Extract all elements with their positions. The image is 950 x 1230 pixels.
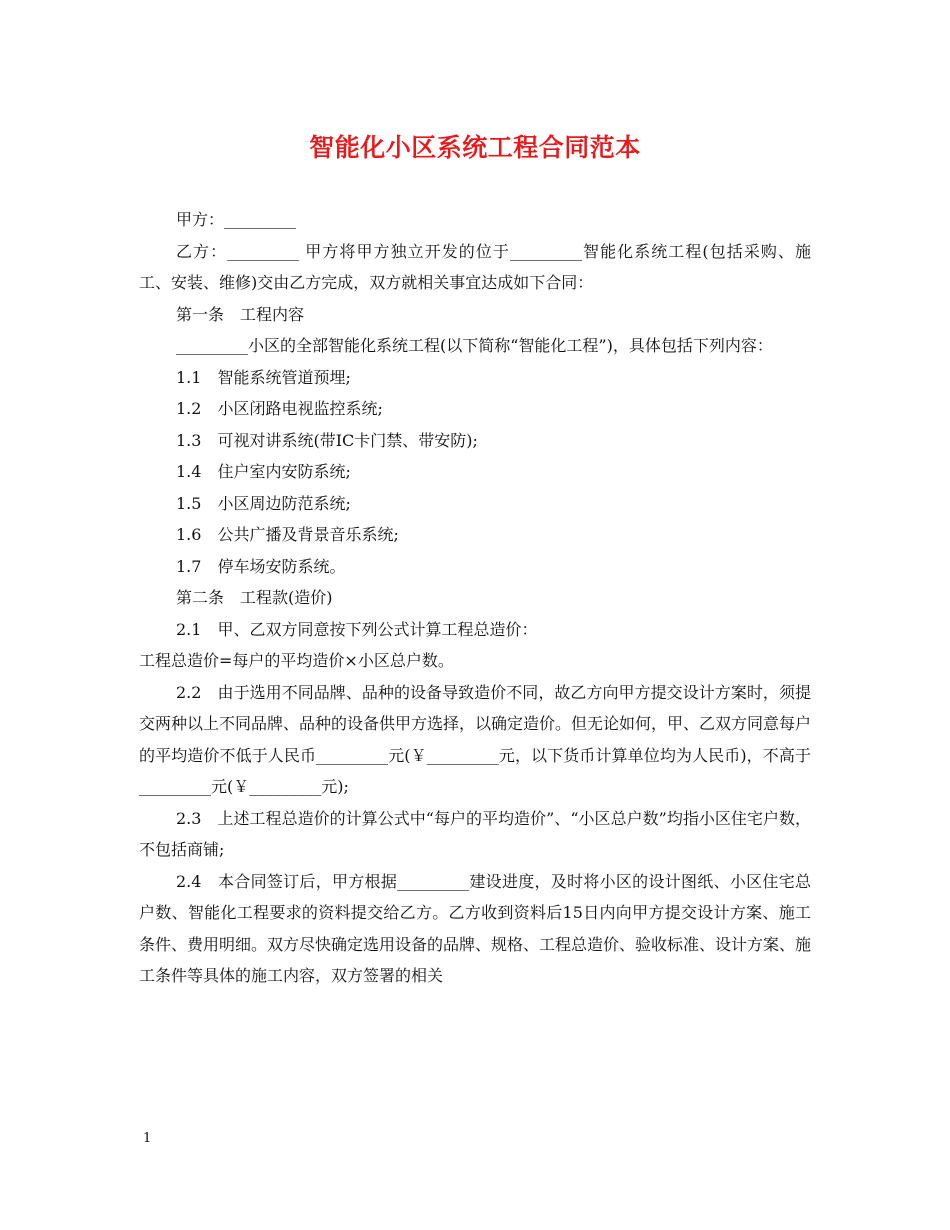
document-body [139, 204, 811, 992]
paragraph-party-a: 甲方：_________ [176, 210, 297, 229]
page-number: 1 [143, 1131, 152, 1146]
list-item-1-2: 1.2 小区闭路电视监控系统; [176, 399, 383, 418]
paragraph-party-b: 乙方：_________ 甲方将甲方独立开发的位于_________智能化系统工程(包括采购、施工、安装、维修)交由乙方完成，双方就相关事宜达成如下合同： [139, 241, 811, 292]
list-item-1-4: 1.4 住户室内安防系统; [176, 462, 351, 481]
list-item-1-5: 1.5 小区周边防范系统; [176, 493, 351, 513]
list-item-1-7: 1.7 停车场安防系统。 [176, 556, 346, 576]
list-item-1-6: 1.6 公共广播及背景音乐系统; [176, 525, 399, 544]
clause-2-2: 2.2 由于选用不同品牌、品种的设备导致造价不同，故乙方向甲方提交设计方案时，须提交两种以上不同品牌、品种的设备供甲方选择，以确定造价。但无论如何，甲、乙双方同意每户的平均造价不低于人民币_________元(￥_________元，以下货币计算单位均为人民币)，不高于_________元(￥_________元); [139, 682, 812, 796]
clause-2-4: 2.4 本合同签订后，甲方根据_________建设进度，及时将小区的设计图纸、小区住宅总户数、智能化工程要求的资料提交给乙方。乙方收到资料后15日内向甲方提交设计方案、施工条件、费用明细。双方尽快确定选用设备的品牌、规格、工程总造价、验收标准、设计方案、施工条件等具体的施工内容，双方签署的相关 [139, 871, 812, 985]
heading-article-2: 第二条 工程款(造价) [176, 588, 333, 607]
document-title: 智能化小区系统工程合同范本 [309, 133, 641, 162]
list-item-1-3: 1.3 可视对讲系统(带IC卡门禁、带安防); [176, 430, 478, 450]
formula-line: 工程总造价=每户的平均造价×小区总户数。 [139, 651, 454, 670]
list-item-1-1: 1.1 智能系统管道预埋; [176, 367, 351, 387]
paragraph-article-1-intro: _________小区的全部智能化系统工程(以下简称“智能化工程”)，具体包括下列内容： [176, 336, 773, 355]
clause-2-1: 2.1 甲、乙双方同意按下列公式计算工程总造价： [176, 619, 538, 639]
heading-article-1: 第一条 工程内容 [176, 304, 305, 324]
clause-2-3: 2.3 上述工程总造价的计算公式中“每户的平均造价”、“小区总户数”均指小区住宅户数，不包括商铺; [139, 808, 811, 859]
